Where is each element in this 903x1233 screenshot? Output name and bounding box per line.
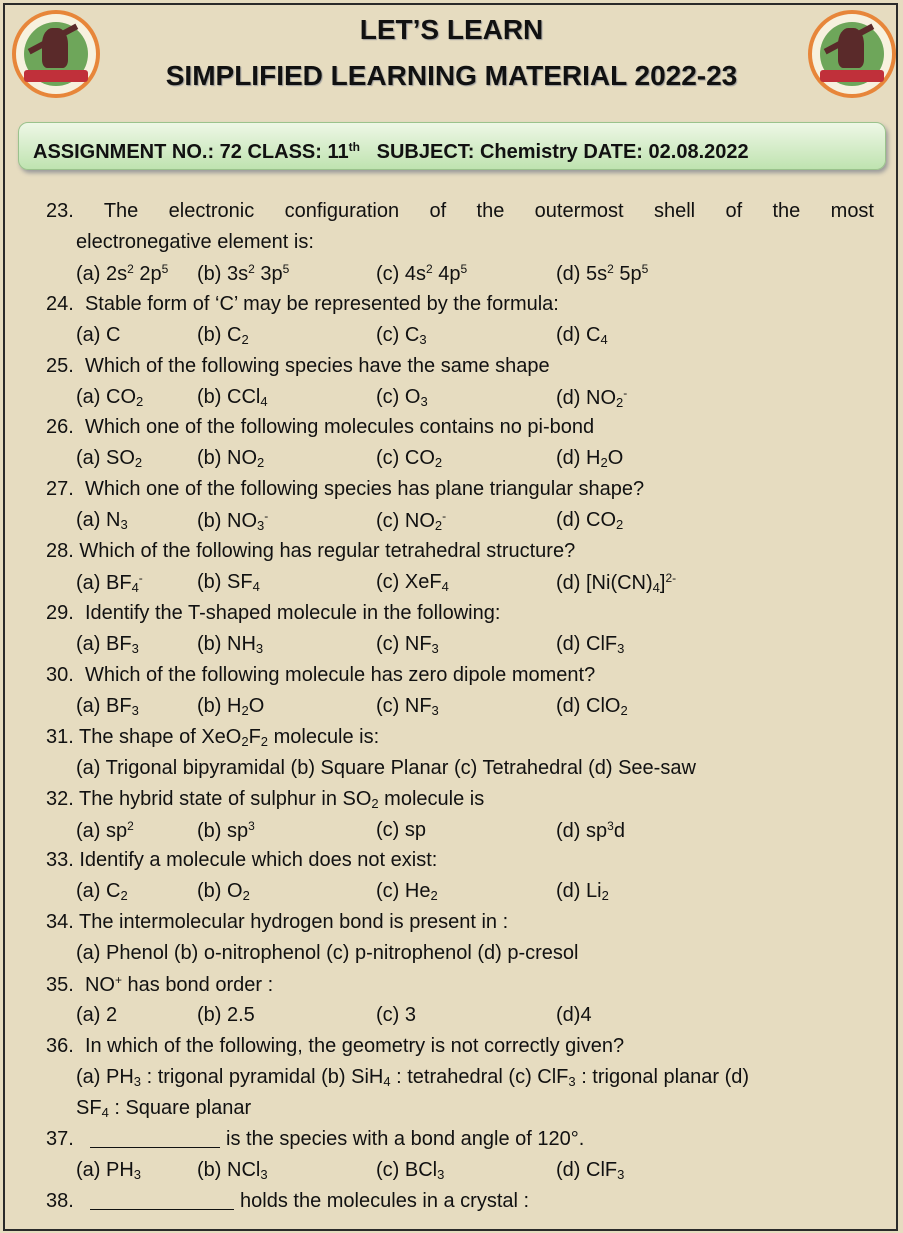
question-32: 32. The hybrid state of sulphur in $SO_2$ molecule is	[46, 788, 485, 811]
question-28: 28. Which of the following has regular tetrahedral structure?	[46, 540, 576, 562]
q30-option-c: (c) $NF_3$	[376, 695, 439, 718]
answer-blank	[90, 1129, 220, 1148]
q36-options-line-2: $SF_4$ : Square planar	[76, 1097, 252, 1120]
question-25: 25. Which of the following species have the same shape	[46, 355, 550, 377]
q23-option-d: (d) $5s^2$ $5p^5$	[556, 262, 649, 285]
q28-option-c: (c) XeF$_4$	[376, 571, 449, 594]
q31-options: (a) Trigonal bipyramidal (b) Square Planar (c) Tetrahedral (d) See-saw	[76, 757, 696, 779]
assignment-banner	[18, 122, 886, 170]
question-34: 34. The intermolecular hydrogen bond is present in :	[46, 911, 509, 933]
q33-option-d: (d) $Li_2$	[556, 880, 609, 903]
q27-option-c: (c) $NO_2^-$	[376, 509, 447, 533]
q33-option-b: (b) $O_2$	[197, 880, 250, 903]
q25-option-d: (d) $NO_2^-$	[556, 386, 628, 410]
q24-option-a: (a) C	[76, 324, 121, 346]
question-23-cont: electronegative element is:	[76, 231, 314, 253]
q26-option-b: (b) $NO_2$	[197, 447, 265, 470]
q32-option-d: (d) $sp^3d$	[556, 819, 625, 842]
q34-options: (a) Phenol (b) o-nitrophenol (c) p-nitrophenol (d) p-cresol	[76, 942, 579, 964]
q24-option-b: (b) $C_2$	[197, 324, 249, 347]
q23-option-c: (c) $4s^2$ $4p^5$	[376, 262, 468, 285]
q23-option-a: (a) $2s^2$ $2p^5$	[76, 262, 169, 285]
q30-option-b: (b) $H_2O$	[197, 695, 265, 718]
q37-option-d: (d) ClF$_3$	[556, 1159, 625, 1182]
q27-option-d: (d) $CO_2$	[556, 509, 624, 532]
q23-option-b: (b) $3s^2$ $3p^5$	[197, 262, 290, 285]
question-36: 36. In which of the following, the geometry is not correctly given?	[46, 1035, 625, 1057]
question-27: 27. Which one of the following species has plane triangular shape?	[46, 478, 645, 500]
q26-option-c: (c) $CO_2$	[376, 447, 443, 470]
q24-option-c: (c) $C_3$	[376, 324, 427, 347]
q35-option-b: (b) 2.5	[197, 1004, 255, 1026]
q29-option-d: (d) ClF$_3$	[556, 633, 625, 656]
q32-option-b: (b) $sp^3$	[197, 819, 255, 842]
class-suffix: th	[348, 140, 360, 154]
q29-option-b: (b) $NH_3$	[197, 633, 264, 656]
q29-option-a: (a) $BF_3$	[76, 633, 139, 656]
q33-option-c: (c) $He_2$	[376, 880, 438, 903]
assignment-label: ASSIGNMENT NO.: 72 CLASS: 11	[33, 141, 349, 163]
q26-option-a: (a) $SO_2$	[76, 447, 143, 470]
question-31: 31. The shape of $XeO_2F_2$ molecule is:	[46, 726, 380, 749]
q29-option-c: (c) $NF_3$	[376, 633, 439, 656]
q30-option-d: (d) ClO$_2$	[556, 695, 628, 718]
title-line-1: LET’S LEARN	[359, 14, 544, 45]
q24-option-d: (d) $C_4$	[556, 324, 608, 347]
q33-option-a: (a) $C_2$	[76, 880, 128, 903]
q27-option-b: (b) $NO_3^-$	[197, 509, 269, 533]
q26-option-d: (d) $H_2O$	[556, 447, 624, 470]
question-23: 23. The electronic configuration of the outermost shell of the most	[46, 200, 874, 222]
question-24: 24. Stable form of ‘C’ may be represented by the formula:	[46, 293, 559, 315]
q27-option-a: (a) $N_3$	[76, 509, 128, 532]
q28-option-a: (a) $BF_4^-$	[76, 571, 143, 595]
question-38: 38. holds the molecules in a crystal :	[46, 1190, 530, 1212]
question-30: 30. Which of the following molecule has zero dipole moment?	[46, 664, 596, 686]
question-29: 29. Identify the T-shaped molecule in the following:	[46, 602, 501, 624]
q28-option-b: (b) $SF_4$	[197, 571, 260, 594]
q30-option-a: (a) $BF_3$	[76, 695, 139, 718]
q25-option-c: (c) $O_3$	[376, 386, 428, 409]
answer-blank	[90, 1191, 234, 1210]
q25-option-a: (a) $CO_2$	[76, 386, 144, 409]
q36-options-line-1: (a) $PH_3$ : trigonal pyramidal (b) SiH$_4$ : tetrahedral (c) ClF$_3$ : trigonal planar (d)	[76, 1066, 750, 1089]
assignment-subject-date: SUBJECT: Chemistry DATE: 02.08.2022	[376, 141, 749, 163]
q35-option-d: (d)4	[556, 1004, 592, 1026]
q35-option-c: (c) 3	[376, 1004, 416, 1026]
q25-option-b: (b) CCl$_4$	[197, 386, 268, 409]
title-line-2: SIMPLIFIED LEARNING MATERIAL 2022-23	[165, 60, 738, 91]
question-35: 35. NO+ has bond order :	[46, 973, 274, 996]
question-33: 33. Identify a molecule which does not exist:	[46, 849, 438, 871]
q35-option-a: (a) 2	[76, 1004, 118, 1026]
q37-option-b: (b) NCl$_3$	[197, 1159, 268, 1182]
q28-option-d: (d) $[Ni(CN)_4]^{2-}$	[556, 571, 677, 595]
q32-option-a: (a) $sp^2$	[76, 819, 134, 842]
q37-option-c: (c) BCl$_3$	[376, 1159, 445, 1182]
q37-option-a: (a) $PH_3$	[76, 1159, 142, 1182]
q32-option-c: (c) sp	[376, 819, 426, 841]
question-26: 26. Which one of the following molecules contains no pi-bond	[46, 416, 595, 438]
question-37: 37. is the species with a bond angle of 120°.	[46, 1128, 585, 1150]
